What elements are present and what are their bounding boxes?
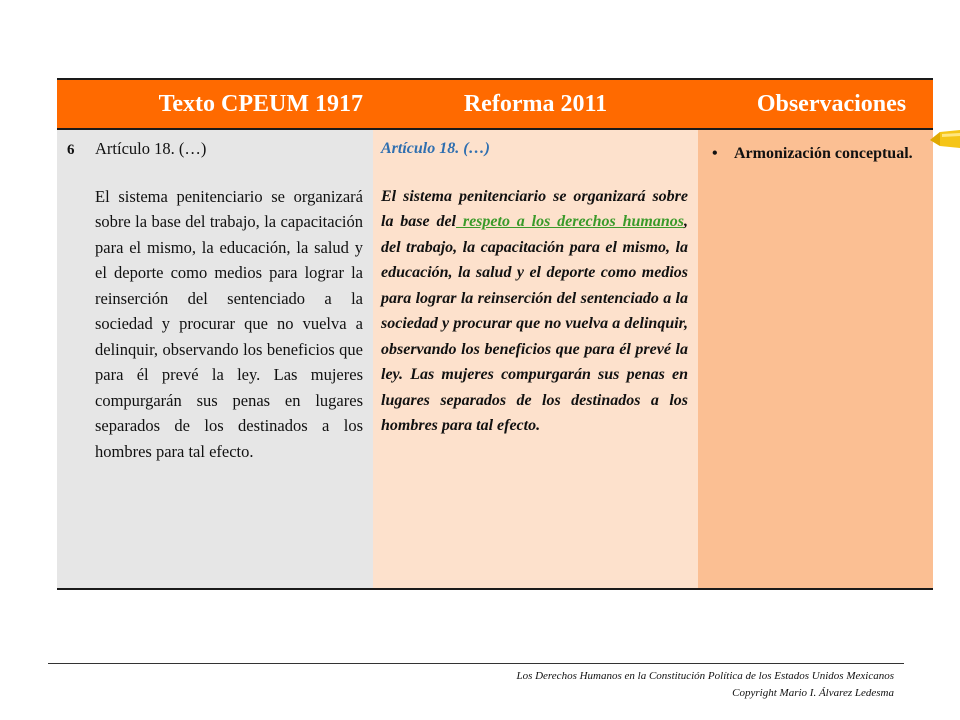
reform-text-cell [373, 130, 698, 588]
table-header [57, 80, 933, 130]
reform-article-title: Artículo 18. (…) [381, 140, 490, 157]
table-row [57, 130, 933, 588]
header-texto-cpeum: Texto CPEUM 1917 [158, 90, 363, 117]
header-reforma: Reforma 2011 [463, 90, 608, 117]
footer-copyright: Copyright Mario I. Álvarez Ledesma [732, 687, 894, 699]
footer [516, 668, 894, 702]
comparison-table [57, 78, 933, 590]
reform-article-text [381, 184, 688, 439]
row-number: 6 [67, 142, 75, 158]
highlighter-pen-icon [930, 128, 960, 154]
footer-title: Los Derechos Humanos en la Constitución Política de los Estados Unidos Mexicanos [516, 670, 894, 682]
reform-inserted-text: respeto a los derechos humanos [456, 213, 684, 230]
reform-text-after: , del trabajo, la capacitación para el mismo, la educación, la salud y el deporte como medios para lograr la reinserción del sentenciado a la sociedad y procurar que no vuelva a delinquir, observando los beneficios que para él prevé la ley. Las mujeres compurgarán sus penas en lugares separados de los destinados a los hombres para tal efecto. [381, 213, 688, 434]
footer-divider [48, 663, 904, 664]
reform-text-before: El sistema penitenciario se organizará sobre la base del [381, 187, 688, 230]
original-article-title: Artículo 18. (…) [95, 139, 207, 158]
observation-item [712, 142, 923, 166]
observation-text: Armonización conceptual. [734, 145, 913, 162]
original-text-cell [57, 130, 373, 588]
original-article-text: El sistema penitenciario se organizará sobre la base del trabajo, la capacitación para el mismo, la educación, la salud y el deporte como medios para lograr la reinserción del sentenciado a la sociedad y procurar que no vuelva a delinquir, observando los beneficios que para él prevé la ley. Las mujeres compurgarán sus penas en lugares separados de los destinados a los hombres para tal efecto. [95, 186, 363, 461]
bullet-icon: • [712, 145, 718, 162]
observations-cell [698, 130, 933, 588]
header-observaciones: Observaciones [756, 90, 907, 117]
